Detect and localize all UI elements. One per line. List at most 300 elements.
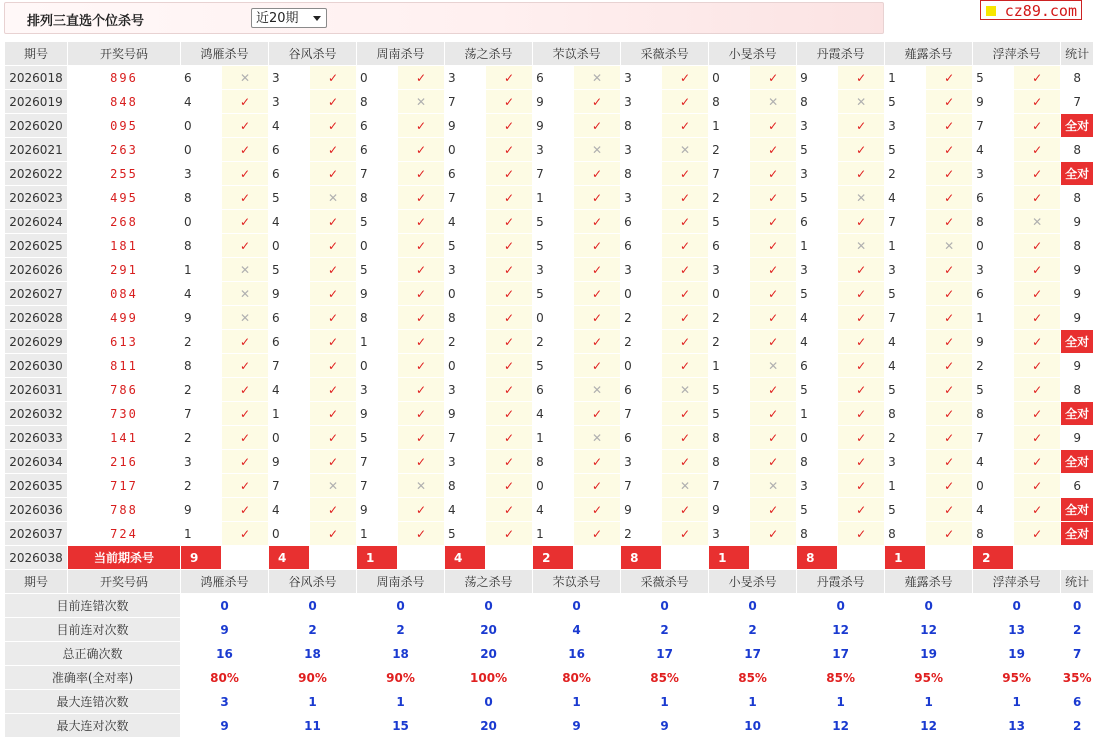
check-icon: ✓ bbox=[310, 354, 356, 377]
check-icon: ✓ bbox=[222, 378, 268, 401]
kill-number-cell: 2 bbox=[181, 378, 221, 401]
stats-value: 35% bbox=[1061, 666, 1093, 689]
stats-value: 85% bbox=[797, 666, 884, 689]
check-icon: ✓ bbox=[1014, 114, 1060, 137]
check-icon: ✓ bbox=[838, 402, 884, 425]
kill-number-cell: 9 bbox=[533, 114, 573, 137]
table-row bbox=[5, 90, 1093, 113]
stats-value: 9 bbox=[181, 618, 268, 641]
column-header: 采薇杀号 bbox=[621, 42, 708, 65]
stats-value: 17 bbox=[797, 642, 884, 665]
check-icon: ✓ bbox=[662, 330, 708, 353]
kill-number-cell: 4 bbox=[445, 498, 485, 521]
drawn-number-cell: 095 bbox=[68, 114, 180, 137]
check-icon: ✓ bbox=[222, 354, 268, 377]
stats-label: 最大连错次数 bbox=[5, 690, 180, 713]
stats-value: 1 bbox=[973, 690, 1060, 713]
kill-number-cell: 0 bbox=[445, 282, 485, 305]
total-count-cell: 6 bbox=[1061, 474, 1093, 497]
check-icon: ✓ bbox=[662, 522, 708, 545]
kill-number-cell: 2 bbox=[709, 306, 749, 329]
stats-value: 0 bbox=[181, 594, 268, 617]
kill-number-cell: 6 bbox=[181, 66, 221, 89]
check-icon: ✓ bbox=[1014, 90, 1060, 113]
site-logo[interactable] bbox=[980, 0, 1082, 20]
drawn-number-cell: 499 bbox=[68, 306, 180, 329]
check-icon: ✓ bbox=[222, 234, 268, 257]
kill-number-cell: 5 bbox=[797, 138, 837, 161]
kill-number-cell: 0 bbox=[973, 474, 1013, 497]
kill-number-cell: 5 bbox=[797, 186, 837, 209]
current-kill-number: 8 bbox=[797, 546, 837, 569]
blank-cell bbox=[398, 546, 444, 569]
kill-number-cell: 6 bbox=[533, 66, 573, 89]
check-icon: ✓ bbox=[1014, 498, 1060, 521]
kill-number-cell: 1 bbox=[709, 114, 749, 137]
kill-number-cell: 1 bbox=[533, 426, 573, 449]
check-icon: ✓ bbox=[838, 474, 884, 497]
kill-number-cell: 3 bbox=[357, 378, 397, 401]
stats-value: 1 bbox=[621, 690, 708, 713]
cross-icon: ✕ bbox=[398, 474, 444, 497]
stats-value: 1 bbox=[269, 690, 356, 713]
kill-number-cell: 5 bbox=[709, 210, 749, 233]
check-icon: ✓ bbox=[1014, 330, 1060, 353]
stats-value: 16 bbox=[533, 642, 620, 665]
check-icon: ✓ bbox=[1014, 522, 1060, 545]
kill-number-cell: 4 bbox=[973, 498, 1013, 521]
check-icon: ✓ bbox=[222, 114, 268, 137]
cross-icon: ✕ bbox=[838, 186, 884, 209]
stats-value: 1 bbox=[357, 690, 444, 713]
check-icon: ✓ bbox=[310, 66, 356, 89]
kill-number-cell: 6 bbox=[269, 138, 309, 161]
check-icon: ✓ bbox=[838, 522, 884, 545]
stats-row bbox=[5, 714, 1093, 737]
stats-value: 0 bbox=[885, 594, 972, 617]
check-icon: ✓ bbox=[486, 378, 532, 401]
current-kill-number: 4 bbox=[445, 546, 485, 569]
column-header: 浮萍杀号 bbox=[973, 42, 1060, 65]
table-row bbox=[5, 306, 1093, 329]
check-icon: ✓ bbox=[222, 330, 268, 353]
kill-number-cell: 8 bbox=[709, 426, 749, 449]
check-icon: ✓ bbox=[750, 138, 796, 161]
kill-number-cell: 0 bbox=[445, 354, 485, 377]
kill-number-cell: 9 bbox=[269, 282, 309, 305]
kill-number-cell: 2 bbox=[885, 162, 925, 185]
stats-value: 15 bbox=[357, 714, 444, 737]
check-icon: ✓ bbox=[1014, 234, 1060, 257]
cross-icon: ✕ bbox=[1014, 210, 1060, 233]
check-icon: ✓ bbox=[574, 114, 620, 137]
kill-number-cell: 1 bbox=[357, 330, 397, 353]
stats-row bbox=[5, 666, 1093, 689]
kill-number-cell: 2 bbox=[709, 186, 749, 209]
all-correct-badge: 全对 bbox=[1061, 162, 1093, 185]
period-cell: 2026020 bbox=[5, 114, 67, 137]
check-icon: ✓ bbox=[310, 498, 356, 521]
kill-number-cell: 6 bbox=[621, 210, 661, 233]
check-icon: ✓ bbox=[1014, 426, 1060, 449]
kill-number-cell: 1 bbox=[885, 474, 925, 497]
kill-number-cell: 7 bbox=[181, 402, 221, 425]
check-icon: ✓ bbox=[926, 210, 972, 233]
check-icon: ✓ bbox=[574, 522, 620, 545]
stats-row bbox=[5, 618, 1093, 641]
drawn-number-cell: 717 bbox=[68, 474, 180, 497]
check-icon: ✓ bbox=[838, 498, 884, 521]
kill-number-cell: 0 bbox=[357, 66, 397, 89]
cross-icon: ✕ bbox=[574, 426, 620, 449]
column-header: 谷风杀号 bbox=[269, 570, 356, 593]
check-icon: ✓ bbox=[662, 234, 708, 257]
check-icon: ✓ bbox=[574, 498, 620, 521]
kill-number-cell: 9 bbox=[269, 450, 309, 473]
kill-number-cell: 5 bbox=[973, 378, 1013, 401]
check-icon: ✓ bbox=[662, 162, 708, 185]
logo-square-icon bbox=[986, 6, 996, 16]
period-cell: 2026031 bbox=[5, 378, 67, 401]
check-icon: ✓ bbox=[398, 330, 444, 353]
stats-value: 7 bbox=[1061, 642, 1093, 665]
current-kill-label: 当前期杀号 bbox=[68, 546, 180, 569]
stats-value: 100% bbox=[445, 666, 532, 689]
kill-number-cell: 1 bbox=[533, 522, 573, 545]
kill-number-cell: 8 bbox=[181, 186, 221, 209]
check-icon: ✓ bbox=[574, 162, 620, 185]
check-icon: ✓ bbox=[750, 498, 796, 521]
period-cell: 2026037 bbox=[5, 522, 67, 545]
kill-number-cell: 4 bbox=[181, 282, 221, 305]
kill-number-cell: 3 bbox=[269, 90, 309, 113]
check-icon: ✓ bbox=[486, 306, 532, 329]
column-header: 统计 bbox=[1061, 570, 1093, 593]
check-icon: ✓ bbox=[398, 282, 444, 305]
kill-number-cell: 8 bbox=[797, 450, 837, 473]
total-count-cell: 9 bbox=[1061, 258, 1093, 281]
check-icon: ✓ bbox=[398, 426, 444, 449]
kill-number-cell: 8 bbox=[885, 522, 925, 545]
column-header: 采薇杀号 bbox=[621, 570, 708, 593]
current-kill-number: 2 bbox=[533, 546, 573, 569]
period-cell: 2026033 bbox=[5, 426, 67, 449]
check-icon: ✓ bbox=[310, 114, 356, 137]
kill-number-cell: 3 bbox=[621, 138, 661, 161]
kill-number-cell: 7 bbox=[885, 210, 925, 233]
period-cell: 2026030 bbox=[5, 354, 67, 377]
stats-value: 19 bbox=[885, 642, 972, 665]
kill-number-cell: 1 bbox=[885, 234, 925, 257]
check-icon: ✓ bbox=[486, 522, 532, 545]
cross-icon: ✕ bbox=[750, 354, 796, 377]
kill-number-cell: 8 bbox=[181, 234, 221, 257]
period-cell: 2026025 bbox=[5, 234, 67, 257]
kill-number-cell: 5 bbox=[885, 282, 925, 305]
kill-number-cell: 3 bbox=[445, 66, 485, 89]
check-icon: ✓ bbox=[310, 282, 356, 305]
stats-value: 9 bbox=[181, 714, 268, 737]
blank-cell bbox=[222, 546, 268, 569]
period-select[interactable] bbox=[251, 8, 327, 28]
all-correct-badge: 全对 bbox=[1061, 522, 1093, 545]
cross-icon: ✕ bbox=[222, 282, 268, 305]
check-icon: ✓ bbox=[310, 378, 356, 401]
current-kill-number: 2 bbox=[973, 546, 1013, 569]
kill-number-cell: 7 bbox=[269, 354, 309, 377]
check-icon: ✓ bbox=[310, 138, 356, 161]
kill-number-cell: 5 bbox=[885, 498, 925, 521]
stats-value: 0 bbox=[445, 690, 532, 713]
check-icon: ✓ bbox=[486, 498, 532, 521]
check-icon: ✓ bbox=[838, 138, 884, 161]
kill-number-cell: 8 bbox=[973, 402, 1013, 425]
stats-value: 2 bbox=[357, 618, 444, 641]
cross-icon: ✕ bbox=[222, 306, 268, 329]
stats-label: 目前连错次数 bbox=[5, 594, 180, 617]
kill-number-cell: 3 bbox=[885, 450, 925, 473]
table-row bbox=[5, 498, 1093, 521]
period-cell: 2026027 bbox=[5, 282, 67, 305]
kill-number-cell: 5 bbox=[885, 138, 925, 161]
column-header: 期号 bbox=[5, 570, 67, 593]
check-icon: ✓ bbox=[222, 402, 268, 425]
check-icon: ✓ bbox=[574, 450, 620, 473]
column-header: 谷风杀号 bbox=[269, 42, 356, 65]
check-icon: ✓ bbox=[222, 498, 268, 521]
stats-value: 80% bbox=[533, 666, 620, 689]
drawn-number-cell: 786 bbox=[68, 378, 180, 401]
kill-number-cell: 1 bbox=[181, 258, 221, 281]
kill-number-cell: 4 bbox=[885, 186, 925, 209]
check-icon: ✓ bbox=[662, 90, 708, 113]
column-header: 开奖号码 bbox=[68, 570, 180, 593]
check-icon: ✓ bbox=[486, 282, 532, 305]
chevron-down-icon bbox=[313, 16, 321, 21]
column-header: 统计 bbox=[1061, 42, 1093, 65]
check-icon: ✓ bbox=[486, 258, 532, 281]
cross-icon: ✕ bbox=[750, 90, 796, 113]
blank-cell bbox=[1061, 546, 1093, 569]
total-count-cell: 8 bbox=[1061, 138, 1093, 161]
kill-number-cell: 0 bbox=[357, 234, 397, 257]
check-icon: ✓ bbox=[926, 186, 972, 209]
period-cell: 2026021 bbox=[5, 138, 67, 161]
drawn-number-cell: 730 bbox=[68, 402, 180, 425]
check-icon: ✓ bbox=[310, 330, 356, 353]
kill-number-cell: 6 bbox=[269, 162, 309, 185]
stats-value: 95% bbox=[885, 666, 972, 689]
kill-number-cell: 7 bbox=[357, 450, 397, 473]
stats-value: 1 bbox=[885, 690, 972, 713]
all-correct-badge: 全对 bbox=[1061, 450, 1093, 473]
kill-number-cell: 3 bbox=[621, 258, 661, 281]
stats-value: 13 bbox=[973, 618, 1060, 641]
check-icon: ✓ bbox=[838, 306, 884, 329]
drawn-number-cell: 181 bbox=[68, 234, 180, 257]
check-icon: ✓ bbox=[310, 162, 356, 185]
check-icon: ✓ bbox=[838, 450, 884, 473]
check-icon: ✓ bbox=[310, 522, 356, 545]
column-header: 薤露杀号 bbox=[885, 570, 972, 593]
kill-number-cell: 5 bbox=[709, 402, 749, 425]
check-icon: ✓ bbox=[486, 162, 532, 185]
check-icon: ✓ bbox=[838, 258, 884, 281]
check-icon: ✓ bbox=[1014, 282, 1060, 305]
total-count-cell: 8 bbox=[1061, 234, 1093, 257]
kill-number-cell: 3 bbox=[621, 90, 661, 113]
check-icon: ✓ bbox=[310, 258, 356, 281]
kill-number-cell: 2 bbox=[973, 354, 1013, 377]
check-icon: ✓ bbox=[662, 258, 708, 281]
stats-label: 最大连对次数 bbox=[5, 714, 180, 737]
stats-value: 13 bbox=[973, 714, 1060, 737]
check-icon: ✓ bbox=[662, 66, 708, 89]
stats-value: 2 bbox=[269, 618, 356, 641]
cross-icon: ✕ bbox=[310, 474, 356, 497]
check-icon: ✓ bbox=[486, 138, 532, 161]
stats-value: 95% bbox=[973, 666, 1060, 689]
kill-number-cell: 6 bbox=[621, 378, 661, 401]
drawn-number-cell: 896 bbox=[68, 66, 180, 89]
kill-number-cell: 3 bbox=[445, 450, 485, 473]
kill-number-cell: 7 bbox=[533, 162, 573, 185]
kill-number-cell: 3 bbox=[269, 66, 309, 89]
drawn-number-cell: 724 bbox=[68, 522, 180, 545]
kill-number-cell: 6 bbox=[357, 138, 397, 161]
kill-number-cell: 6 bbox=[797, 210, 837, 233]
period-cell: 2026019 bbox=[5, 90, 67, 113]
kill-number-cell: 7 bbox=[269, 474, 309, 497]
kill-number-cell: 2 bbox=[181, 474, 221, 497]
stats-value: 12 bbox=[797, 618, 884, 641]
period-select-value: 近20期 bbox=[256, 11, 299, 26]
stats-row bbox=[5, 642, 1093, 665]
kill-number-cell: 3 bbox=[797, 162, 837, 185]
column-header: 鸿雁杀号 bbox=[181, 570, 268, 593]
blank-cell bbox=[486, 546, 532, 569]
check-icon: ✓ bbox=[222, 138, 268, 161]
check-icon: ✓ bbox=[926, 522, 972, 545]
check-icon: ✓ bbox=[662, 282, 708, 305]
kill-number-cell: 9 bbox=[973, 330, 1013, 353]
kill-number-cell: 9 bbox=[973, 90, 1013, 113]
kill-number-cell: 3 bbox=[797, 474, 837, 497]
drawn-number-cell: 216 bbox=[68, 450, 180, 473]
check-icon: ✓ bbox=[1014, 186, 1060, 209]
check-icon: ✓ bbox=[486, 426, 532, 449]
check-icon: ✓ bbox=[926, 498, 972, 521]
check-icon: ✓ bbox=[486, 402, 532, 425]
all-correct-badge: 全对 bbox=[1061, 330, 1093, 353]
stats-value: 80% bbox=[181, 666, 268, 689]
check-icon: ✓ bbox=[926, 354, 972, 377]
check-icon: ✓ bbox=[838, 354, 884, 377]
kill-number-cell: 2 bbox=[181, 426, 221, 449]
column-header: 薤露杀号 bbox=[885, 42, 972, 65]
stats-value: 1 bbox=[533, 690, 620, 713]
table-header-row bbox=[5, 42, 1093, 65]
check-icon: ✓ bbox=[398, 306, 444, 329]
kill-number-cell: 9 bbox=[181, 306, 221, 329]
kill-number-cell: 1 bbox=[885, 66, 925, 89]
check-icon: ✓ bbox=[222, 450, 268, 473]
check-icon: ✓ bbox=[838, 210, 884, 233]
kill-number-cell: 4 bbox=[445, 210, 485, 233]
stats-value: 2 bbox=[1061, 618, 1093, 641]
current-kill-number: 1 bbox=[357, 546, 397, 569]
cross-icon: ✕ bbox=[662, 474, 708, 497]
total-count-cell: 9 bbox=[1061, 210, 1093, 233]
kill-number-cell: 0 bbox=[445, 138, 485, 161]
current-period-cell: 2026038 bbox=[5, 546, 67, 569]
check-icon: ✓ bbox=[1014, 306, 1060, 329]
total-count-cell: 7 bbox=[1061, 90, 1093, 113]
kill-number-cell: 3 bbox=[533, 258, 573, 281]
stats-value: 9 bbox=[533, 714, 620, 737]
kill-number-cell: 6 bbox=[797, 354, 837, 377]
check-icon: ✓ bbox=[750, 162, 796, 185]
kill-number-cell: 5 bbox=[533, 234, 573, 257]
kill-number-cell: 6 bbox=[709, 234, 749, 257]
cross-icon: ✕ bbox=[398, 90, 444, 113]
check-icon: ✓ bbox=[574, 402, 620, 425]
kill-number-cell: 8 bbox=[445, 474, 485, 497]
table-row bbox=[5, 522, 1093, 545]
blank-cell bbox=[1014, 546, 1060, 569]
cross-icon: ✕ bbox=[574, 66, 620, 89]
kill-number-cell: 4 bbox=[885, 330, 925, 353]
table-row bbox=[5, 186, 1093, 209]
kill-number-cell: 8 bbox=[797, 90, 837, 113]
table-row bbox=[5, 66, 1093, 89]
column-header: 丹霞杀号 bbox=[797, 570, 884, 593]
check-icon: ✓ bbox=[926, 282, 972, 305]
table-row bbox=[5, 114, 1093, 137]
kill-number-cell: 9 bbox=[621, 498, 661, 521]
kill-number-cell: 9 bbox=[709, 498, 749, 521]
kill-number-cell: 3 bbox=[621, 66, 661, 89]
check-icon: ✓ bbox=[574, 258, 620, 281]
stats-value: 0 bbox=[797, 594, 884, 617]
kill-number-cell: 7 bbox=[885, 306, 925, 329]
kill-number-cell: 3 bbox=[797, 114, 837, 137]
check-icon: ✓ bbox=[926, 162, 972, 185]
kill-number-cell: 2 bbox=[885, 426, 925, 449]
kill-number-cell: 6 bbox=[621, 234, 661, 257]
kill-number-cell: 6 bbox=[533, 378, 573, 401]
stats-value: 3 bbox=[181, 690, 268, 713]
stats-value: 16 bbox=[181, 642, 268, 665]
column-header: 周南杀号 bbox=[357, 42, 444, 65]
kill-number-cell: 8 bbox=[621, 162, 661, 185]
kill-number-cell: 7 bbox=[621, 474, 661, 497]
kill-number-cell: 2 bbox=[621, 330, 661, 353]
stats-label: 目前连对次数 bbox=[5, 618, 180, 641]
kill-number-cell: 0 bbox=[621, 354, 661, 377]
kill-number-cell: 3 bbox=[621, 186, 661, 209]
kill-number-cell: 1 bbox=[797, 234, 837, 257]
check-icon: ✓ bbox=[310, 450, 356, 473]
period-cell: 2026023 bbox=[5, 186, 67, 209]
check-icon: ✓ bbox=[662, 426, 708, 449]
check-icon: ✓ bbox=[662, 186, 708, 209]
check-icon: ✓ bbox=[1014, 66, 1060, 89]
kill-number-cell: 9 bbox=[357, 402, 397, 425]
kill-number-cell: 7 bbox=[445, 90, 485, 113]
kill-number-cell: 8 bbox=[973, 210, 1013, 233]
kill-number-cell: 5 bbox=[885, 378, 925, 401]
